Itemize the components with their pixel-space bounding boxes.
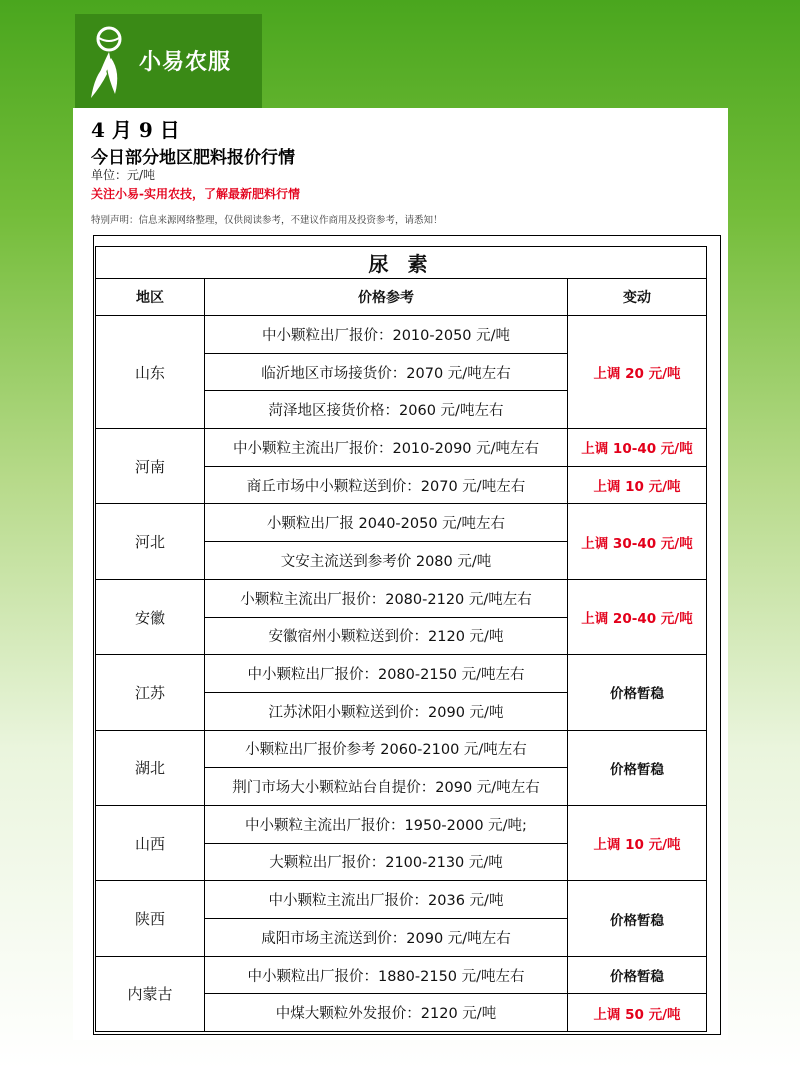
change-cell: 价格暂稳 [568, 655, 707, 730]
region-cell: 内蒙古 [96, 956, 205, 1031]
change-cell: 上调 10-40 元/吨 [568, 429, 707, 467]
leaf-person-icon [89, 24, 133, 100]
price-cell: 荆门市场大小颗粒站台自提价：2090 元/吨左右 [205, 768, 568, 806]
price-cell: 中小颗粒出厂报价：2080-2150 元/吨左右 [205, 655, 568, 693]
column-header-region: 地区 [96, 279, 205, 316]
price-cell: 中小颗粒主流出厂报价：2036 元/吨 [205, 881, 568, 919]
price-cell: 中小颗粒出厂报价：1880-2150 元/吨左右 [205, 956, 568, 994]
change-cell: 上调 10 元/吨 [568, 466, 707, 504]
table-row [96, 805, 707, 843]
change-cell: 上调 30-40 元/吨 [568, 504, 707, 579]
price-cell: 临沂地区市场接货价：2070 元/吨左右 [205, 353, 568, 391]
urea-price-table [95, 246, 707, 1032]
disclaimer-text: 特别声明：信息来源网络整理，仅供阅读参考，不建议作商用及投资参考，请悉知！ [91, 215, 443, 226]
price-cell: 商丘市场中小颗粒送到价：2070 元/吨左右 [205, 466, 568, 504]
table-row [96, 730, 707, 768]
price-cell: 小颗粒主流出厂报价：2080-2120 元/吨左右 [205, 579, 568, 617]
region-cell: 山西 [96, 805, 205, 880]
price-cell: 小颗粒出厂报 2040-2050 元/吨左右 [205, 504, 568, 542]
change-cell: 上调 50 元/吨 [568, 994, 707, 1032]
region-cell: 湖北 [96, 730, 205, 805]
price-cell: 咸阳市场主流送到价：2090 元/吨左右 [205, 919, 568, 957]
price-cell: 安徽宿州小颗粒送到价：2120 元/吨 [205, 617, 568, 655]
report-date: 4 月 9 日 [91, 118, 180, 142]
table-row [96, 504, 707, 542]
column-header-price: 价格参考 [205, 279, 568, 316]
table-row [96, 579, 707, 617]
price-cell: 中煤大颗粒外发报价：2120 元/吨 [205, 994, 568, 1032]
table-row [96, 316, 707, 354]
price-cell: 中小颗粒出厂报价：2010-2050 元/吨 [205, 316, 568, 354]
brand-name: 小易农服 [139, 49, 232, 75]
region-cell: 安徽 [96, 579, 205, 654]
change-cell: 上调 20 元/吨 [568, 316, 707, 429]
unit-label: 单位：元/吨 [91, 168, 156, 182]
report-title: 今日部分地区肥料报价行情 [91, 148, 295, 168]
change-cell: 价格暂稳 [568, 956, 707, 994]
change-cell: 上调 10 元/吨 [568, 805, 707, 880]
change-cell: 价格暂稳 [568, 730, 707, 805]
table-row [96, 429, 707, 467]
change-cell: 价格暂稳 [568, 881, 707, 956]
change-cell: 上调 20-40 元/吨 [568, 579, 707, 654]
brand-logo [75, 14, 262, 110]
table-row [96, 655, 707, 693]
price-cell: 文安主流送到参考价 2080 元/吨 [205, 542, 568, 580]
price-cell: 大颗粒出厂报价：2100-2130 元/吨 [205, 843, 568, 881]
table-title: 尿 素 [96, 247, 707, 279]
price-cell: 小颗粒出厂报价参考 2060-2100 元/吨左右 [205, 730, 568, 768]
promo-text: 关注小易-实用农技，了解最新肥料行情 [91, 187, 300, 201]
region-cell: 江苏 [96, 655, 205, 730]
table-row [96, 956, 707, 994]
price-cell: 中小颗粒主流出厂报价：2010-2090 元/吨左右 [205, 429, 568, 467]
region-cell: 陕西 [96, 881, 205, 956]
price-cell: 江苏沭阳小颗粒送到价：2090 元/吨 [205, 692, 568, 730]
region-cell: 河北 [96, 504, 205, 579]
price-cell: 菏泽地区接货价格：2060 元/吨左右 [205, 391, 568, 429]
table-row [96, 881, 707, 919]
column-header-change: 变动 [568, 279, 707, 316]
price-cell: 中小颗粒主流出厂报价：1950-2000 元/吨; [205, 805, 568, 843]
region-cell: 河南 [96, 429, 205, 504]
region-cell: 山东 [96, 316, 205, 429]
